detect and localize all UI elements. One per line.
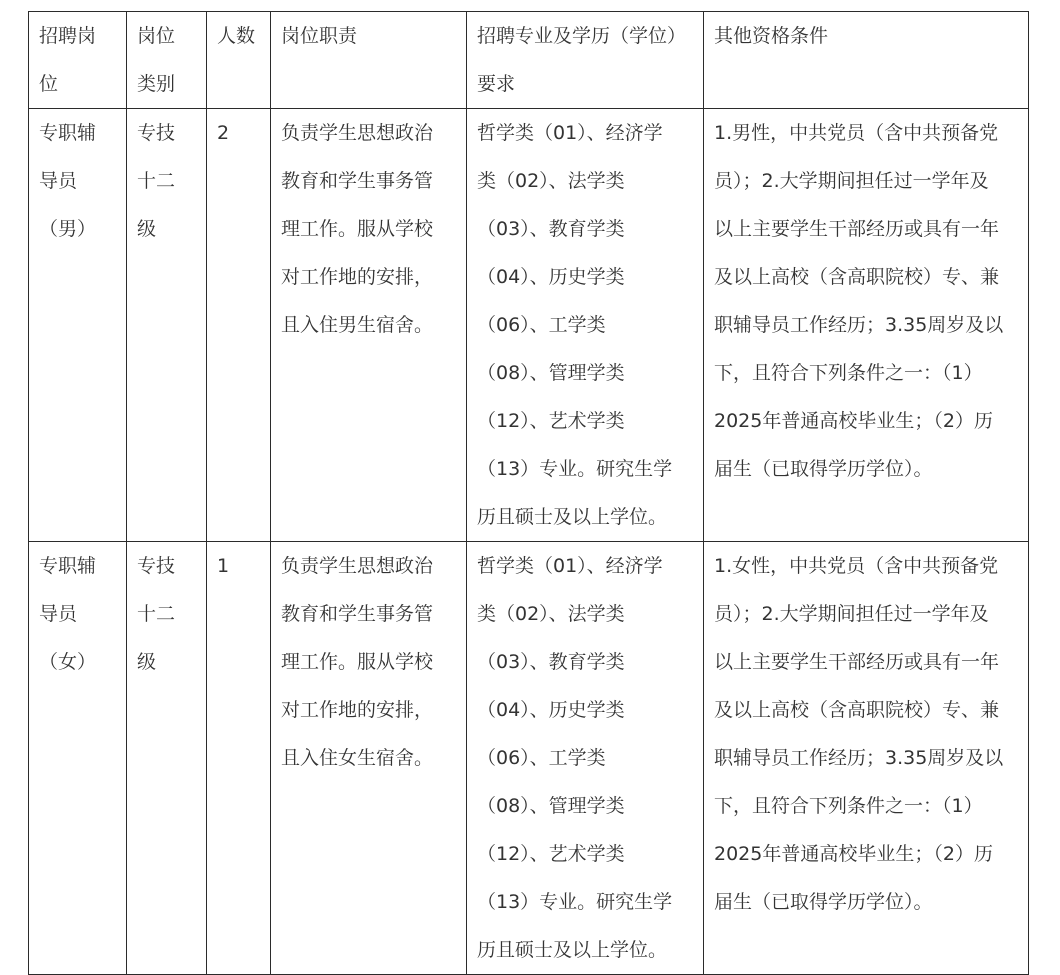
header-position: 招聘岗 位: [29, 12, 127, 109]
cell-category: 专技 十二 级: [127, 109, 207, 542]
recruitment-table-container: [28, 11, 1029, 975]
cell-category: 专技 十二 级: [127, 542, 207, 975]
table-row: [29, 109, 1029, 542]
header-major-requirements: 招聘专业及学历（学位） 要求: [467, 12, 704, 109]
table-row: [29, 542, 1029, 975]
header-headcount: 人数: [207, 12, 271, 109]
cell-major-requirements: 哲学类（01）、经济学 类（02）、法学类 （03）、教育学类 （04）、历史学类 （06）、工学类 （08）、管理学类 （12）、艺术学类 （13）专业。研究生学 历且硕士及以上学位。: [467, 109, 704, 542]
cell-other-qualifications: 1.女性，中共党员（含中共预备党 员）；2.大学期间担任过一学年及 以上主要学生干部经历或具有一年 及以上高校（含高职院校）专、兼 职辅导员工作经历；3.35周岁及以 下，且符合下列条件之一：（1） 2025年普通高校毕业生；（2）历 届生（已取得学历学位）。: [704, 542, 1029, 975]
cell-position: 专职辅 导员 （男）: [29, 109, 127, 542]
cell-duties: 负责学生思想政治 教育和学生事务管 理工作。服从学校 对工作地的安排， 且入住男生宿舍。: [271, 109, 467, 542]
header-other-qualifications: 其他资格条件: [704, 12, 1029, 109]
cell-position: 专职辅 导员 （女）: [29, 542, 127, 975]
cell-headcount: 1: [207, 542, 271, 975]
cell-other-qualifications: 1.男性，中共党员（含中共预备党 员）；2.大学期间担任过一学年及 以上主要学生干部经历或具有一年 及以上高校（含高职院校）专、兼 职辅导员工作经历；3.35周岁及以 下，且符合下列条件之一：（1） 2025年普通高校毕业生；（2）历 届生（已取得学历学位）。: [704, 109, 1029, 542]
cell-major-requirements: 哲学类（01）、经济学 类（02）、法学类 （03）、教育学类 （04）、历史学类 （06）、工学类 （08）、管理学类 （12）、艺术学类 （13）专业。研究生学 历且硕士及以上学位。: [467, 542, 704, 975]
table-header-row: [29, 12, 1029, 109]
header-duties: 岗位职责: [271, 12, 467, 109]
cell-headcount: 2: [207, 109, 271, 542]
header-category: 岗位 类别: [127, 12, 207, 109]
recruitment-table: [28, 11, 1029, 975]
cell-duties: 负责学生思想政治 教育和学生事务管 理工作。服从学校 对工作地的安排， 且入住女生宿舍。: [271, 542, 467, 975]
